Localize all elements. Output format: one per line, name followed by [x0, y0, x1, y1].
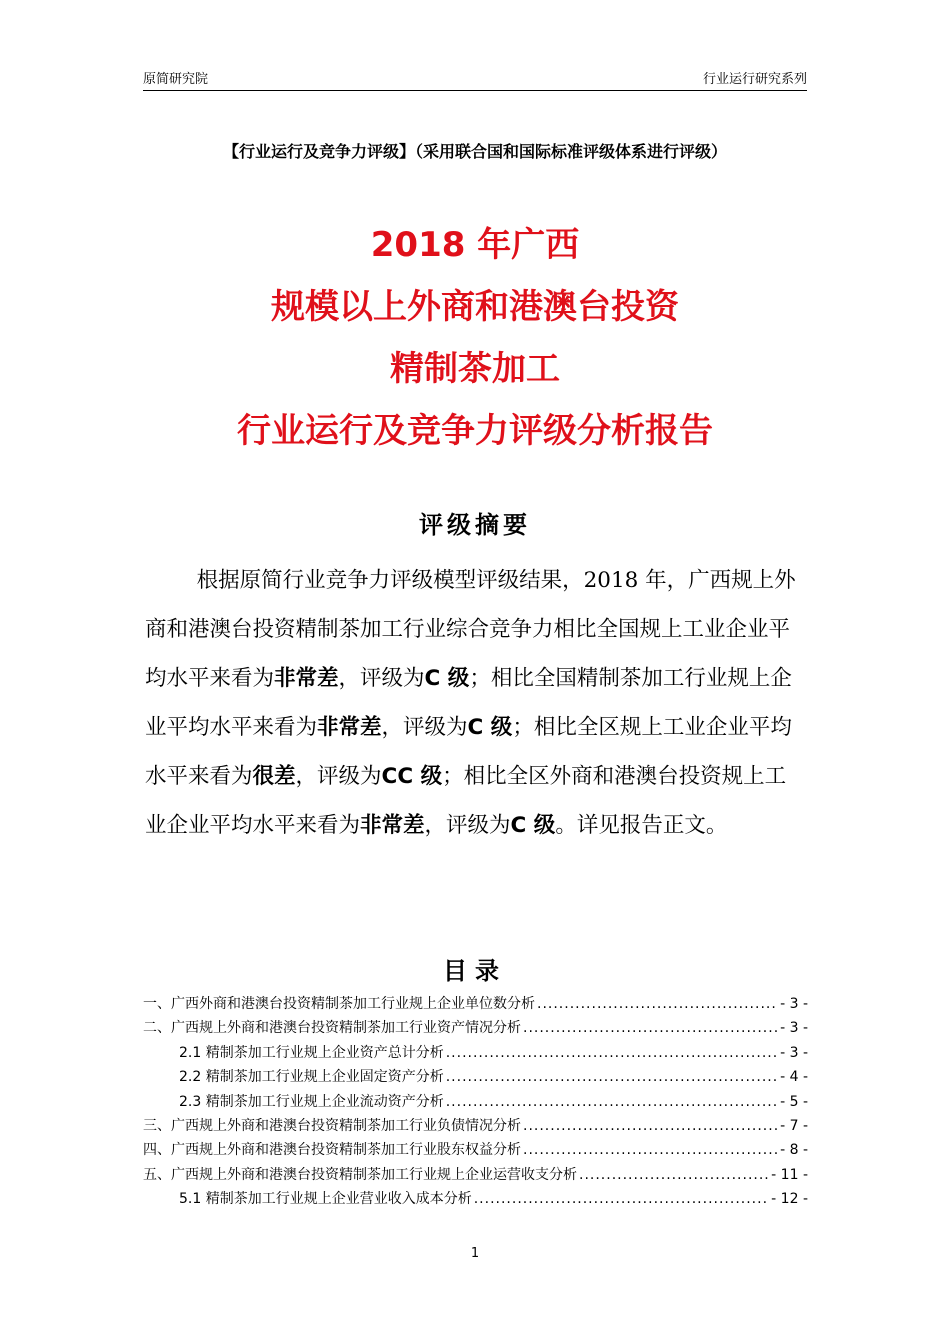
toc-entry-title: 三、广西规上外商和港澳台投资精制茶加工行业负债情况分析 — [143, 1117, 521, 1134]
toc-entry-page: - 3 - — [780, 1020, 808, 1037]
toc-entry-title: 一、广西外商和港澳台投资精制茶加工行业规上企业单位数分析 — [143, 996, 535, 1012]
toc-entry-title: 2.2 精制茶加工行业规上企业固定资产分析 — [179, 1069, 444, 1086]
toc-entry[interactable] — [143, 1115, 808, 1139]
toc-entry[interactable] — [143, 1139, 808, 1163]
page-number: 1 — [470, 1246, 480, 1261]
toc-entry[interactable] — [143, 1164, 808, 1188]
summary-text: 。详见报告正文。 — [555, 813, 728, 838]
summary-heading: 评级摘要 — [419, 511, 531, 539]
title-line-1: 2018 年广西 — [370, 225, 580, 265]
summary-text: 根据原简行业竞争力评级模型评级结果，2018 年，广西规上外商和港澳台投资精制茶加工行业综合竞争力相比全国规上工业企业平均水平来看为 — [145, 568, 796, 691]
toc-subentry[interactable] — [143, 1042, 808, 1066]
toc-entry-title: 2.1 精制茶加工行业规上企业资产总计分析 — [179, 1044, 444, 1061]
report-title — [100, 214, 850, 462]
toc-entry-page: - 3 - — [780, 996, 808, 1012]
title-line-3: 精制茶加工 — [390, 349, 560, 389]
toc-leader — [523, 1118, 778, 1134]
summary-text: ，评级为 — [338, 666, 425, 691]
toc-leader — [537, 996, 778, 1012]
summary-grade: CC 级 — [381, 764, 443, 789]
toc-leader — [446, 1045, 778, 1061]
header-series-name: 行业运行研究系列 — [702, 72, 807, 87]
toc-entry-page: - 3 - — [780, 1044, 808, 1061]
toc-leader — [446, 1069, 778, 1085]
toc-entry-page: - 12 - — [771, 1191, 808, 1208]
title-line-4: 行业运行及竞争力评级分析报告 — [237, 411, 713, 451]
summary-emphasis: 非常差 — [317, 715, 382, 740]
toc-entry-page: - 11 - — [771, 1166, 808, 1183]
toc-entry-title: 五、广西规上外商和港澳台投资精制茶加工行业规上企业运营收支分析 — [143, 1166, 577, 1183]
toc-entry-title: 2.3 精制茶加工行业规上企业流动资产分析 — [179, 1093, 444, 1110]
summary-grade: C 级 — [510, 813, 556, 838]
toc-entry-page: - 7 - — [780, 1117, 808, 1134]
title-line-2: 规模以上外商和港澳台投资 — [271, 287, 679, 327]
summary-emphasis: 很差 — [252, 764, 296, 789]
table-of-contents — [143, 993, 808, 1213]
toc-leader — [579, 1167, 769, 1183]
summary-text: ，评级为 — [295, 764, 382, 789]
toc-entry-title: 二、广西规上外商和港澳台投资精制茶加工行业资产情况分析 — [143, 1020, 521, 1037]
toc-entry-title: 四、广西规上外商和港澳台投资精制茶加工行业股东权益分析 — [143, 1142, 521, 1159]
header-org-name: 原简研究院 — [143, 72, 209, 87]
toc-entry-page: - 8 - — [780, 1142, 808, 1159]
summary-grade: C 级 — [467, 715, 513, 740]
rating-tagline: 【行业运行及竞争力评级】（采用联合国和国际标准评级体系进行评级） — [222, 142, 727, 161]
toc-subentry[interactable] — [143, 1091, 808, 1115]
summary-paragraph — [145, 556, 807, 850]
toc-leader — [523, 1020, 778, 1036]
toc-entry[interactable] — [143, 1017, 808, 1041]
toc-entry[interactable] — [143, 993, 808, 1017]
toc-heading: 目录 — [443, 957, 507, 985]
summary-emphasis: 非常差 — [274, 666, 339, 691]
toc-subentry[interactable] — [143, 1188, 808, 1212]
summary-text: ，评级为 — [424, 813, 511, 838]
summary-grade: C 级 — [424, 666, 470, 691]
toc-leader — [446, 1094, 778, 1110]
summary-emphasis: 非常差 — [360, 813, 425, 838]
summary-text: ；相比全国精制茶加工行业规上企业平均水平来看为 — [145, 666, 792, 740]
summary-body — [145, 556, 807, 850]
toc-leader — [523, 1142, 778, 1158]
toc-entry-title: 5.1 精制茶加工行业规上企业营业收入成本分析 — [179, 1191, 472, 1208]
toc-entry-page: - 4 - — [780, 1069, 808, 1086]
summary-text: ；相比全区外商和港澳台投资规上工业企业平均水平来看为 — [145, 764, 787, 838]
summary-text: ；相比全区规上工业企业平均水平来看为 — [145, 715, 792, 789]
summary-text: ，评级为 — [381, 715, 468, 740]
page-header — [143, 64, 807, 91]
toc-entry-page: - 5 - — [780, 1093, 808, 1110]
toc-leader — [474, 1191, 769, 1207]
toc-subentry[interactable] — [143, 1066, 808, 1090]
